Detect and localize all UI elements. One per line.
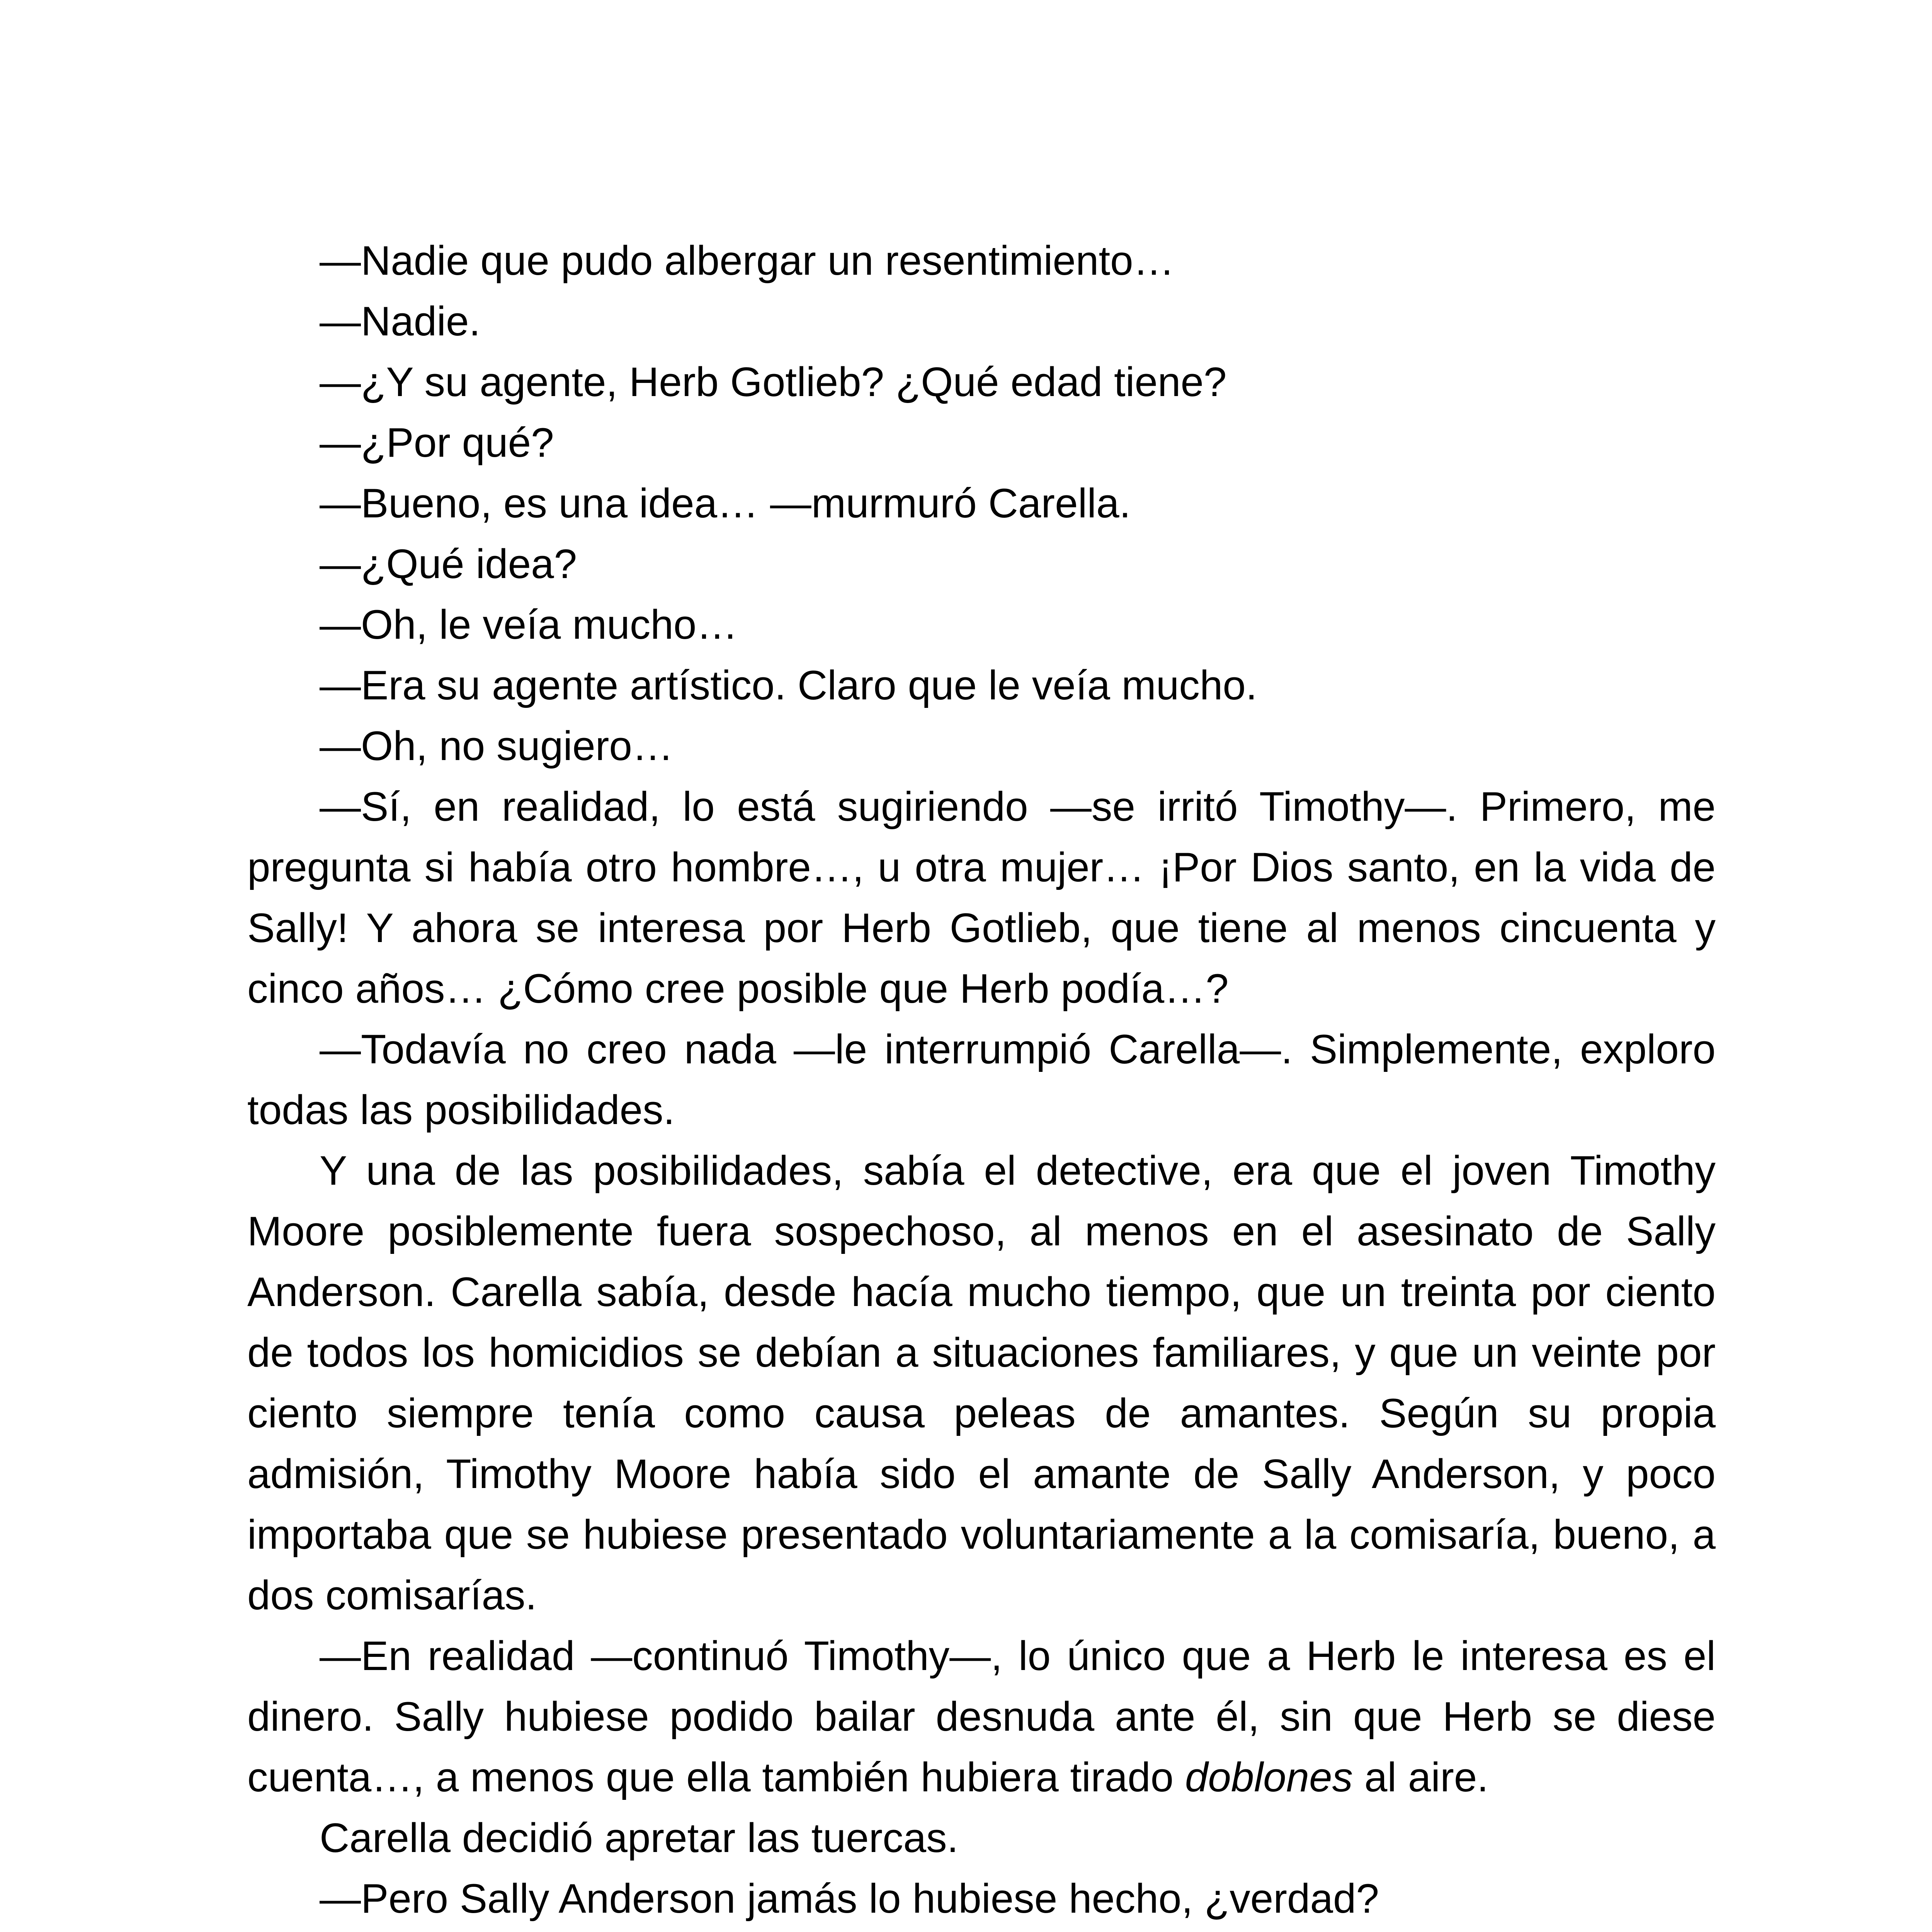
italic-word: doblones <box>1185 1754 1353 1800</box>
paragraph: —Sí, en realidad, lo está sugiriendo —se irritó Timothy—. Primero, me pregunta si había otro hombre…, u otra mujer… ¡Por Dios santo, en la vida de Sally! Y ahora se interesa por Herb Gotlieb, que tiene al menos cincuenta y cinco años… ¿Cómo cree posible que Herb podía…? <box>247 783 1716 1012</box>
paragraph: Carella decidió apretar las tuercas. <box>320 1815 959 1861</box>
paragraph: —¿Por qué? <box>320 419 554 466</box>
paragraph: —Nadie. <box>320 298 481 344</box>
paragraph-text-end: al aire. <box>1353 1754 1489 1800</box>
paragraph: Y una de las posibilidades, sabía el detective, era que el joven Timothy Moore posiblemente fuera sospechoso, al menos en el asesinato de Sally Anderson. Carella sabía, desde hacía mucho tiempo, que un treinta por ciento de todos los homicidios se debían a situaciones familiares, y que un veinte por ciento siempre tenía como causa peleas de amantes. Según su propia admisión, Timothy Moore había sido el amante de Sally Anderson, y poco importaba que se hubiese presentado voluntariamente a la comisaría, bueno, a dos comisarías. <box>247 1147 1716 1618</box>
paragraph <box>247 1929 1716 1932</box>
paragraph: —¿Qué idea? <box>320 541 577 587</box>
body-text <box>247 230 1716 1932</box>
paragraph-text: —En realidad —continuó Timothy—, lo único que a Herb le interesa es el dinero. Sally hubiese podido bailar desnuda ante él, sin que Herb se diese cuenta…, a menos que ella también hubiera tirado <box>247 1633 1716 1800</box>
paragraph: —Nadie que pudo albergar un resentimiento… <box>320 237 1175 284</box>
paragraph: —Era su agente artístico. Claro que le veía mucho. <box>320 662 1257 708</box>
paragraph <box>247 1626 1716 1808</box>
paragraph: —Todavía no creo nada —le interrumpió Carella—. Simplemente, exploro todas las posibilidades. <box>247 1026 1716 1133</box>
paragraph: —Pero Sally Anderson jamás lo hubiese hecho, ¿verdad? <box>320 1875 1379 1922</box>
paragraph: —¿Y su agente, Herb Gotlieb? ¿Qué edad tiene? <box>320 359 1227 405</box>
paragraph: —Oh, no sugiero… <box>320 723 673 769</box>
paragraph: —Oh, le veía mucho… <box>320 601 738 648</box>
paragraph: —Bueno, es una idea… —murmuró Carella. <box>320 480 1131 526</box>
